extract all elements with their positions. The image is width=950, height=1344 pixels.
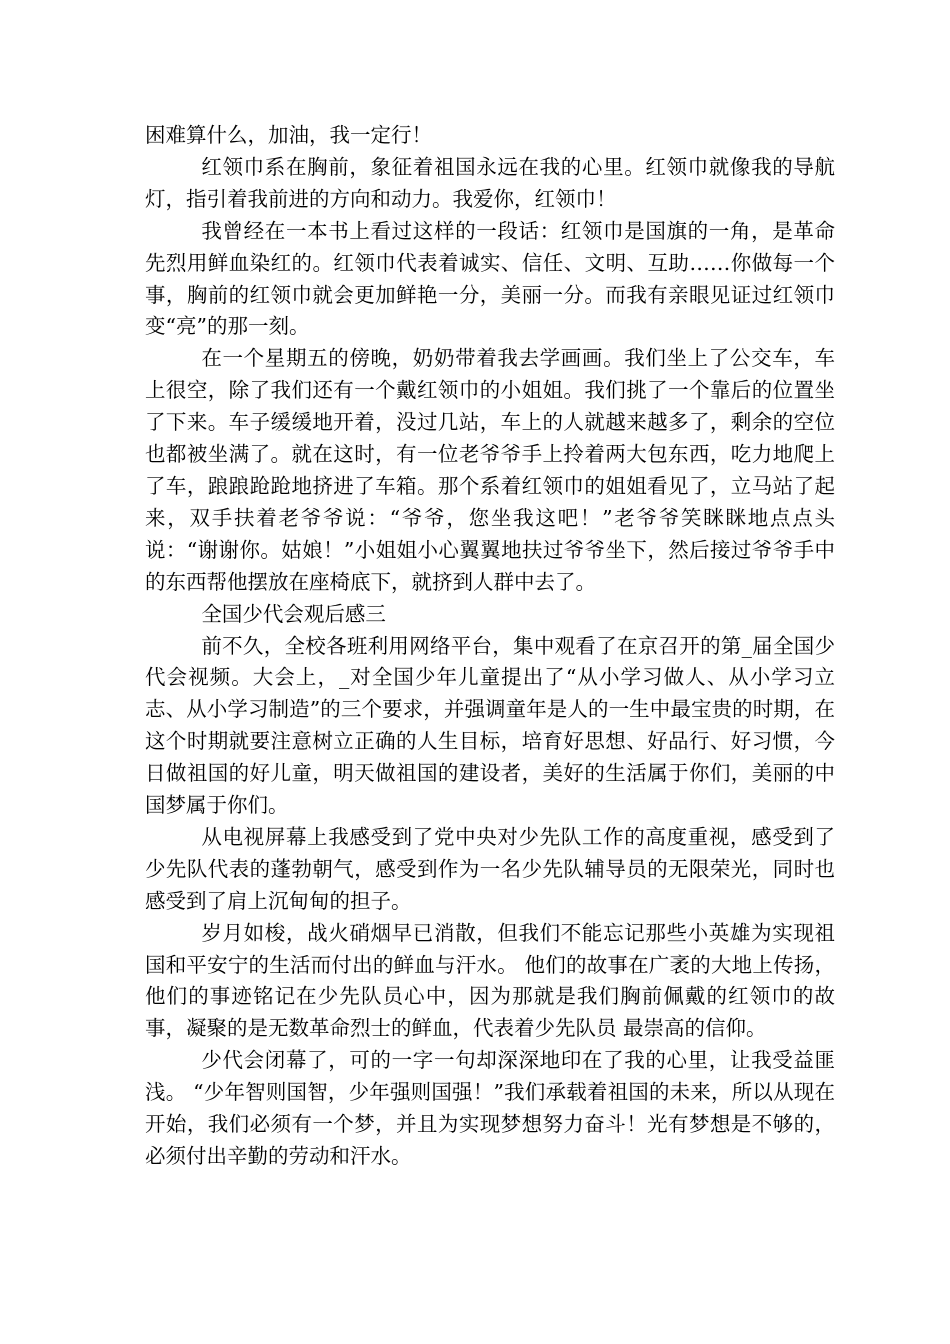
paragraph-4: 在一个星期五的傍晚，奶奶带着我去学画画。我们坐上了公交车，车上很空，除了我们还有一个戴红领巾的小姐姐。我们挑了一个靠后的位置坐了下来。车子缓缓地开着，没过几站，车上的人就越来越多了，剩余的空位也都被坐满了。就在这时，有一位老爷爷手上拎着两大包东西，吃力地爬上了车，踉踉跄跄地挤进了车箱。那个系着红领巾的姐姐看见了，立马站了起来，双手扶着老爷爷说：“爷爷，您坐我这吧！”老爷爷笑眯眯地点点头说：“谢谢你。姑娘！”小姐姐小心翼翼地扶过爷爷坐下，然后接过爷爷手中的东西帮他摆放在座椅底下，就挤到人群中去了。 [145,346,835,594]
paragraph-3: 我曾经在一本书上看过这样的一段话：红领巾是国旗的一角，是革命先烈用鲜血染红的。红领巾代表着诚实、信任、文明、互助……你做每一个事，胸前的红领巾就会更加鲜艳一分，美丽一分。而我有亲眼见证过红领巾变“亮”的那一刻。 [145,218,835,339]
paragraph-8: 少代会闭幕了，可的一字一句却深深地印在了我的心里，让我受益匪浅。 “少年智则国智，少年强则国强！”我们承载着祖国的未来，所以从现在开始，我们必须有一个梦，并且为实现梦想努力奋斗！光有梦想是不够的，必须付出辛勤的劳动和汗水。 [145,1048,835,1168]
document-body [145,120,835,1173]
paragraph-2: 红领巾系在胸前，象征着祖国永远在我的心里。红领巾就像我的导航灯，指引着我前进的方向和动力。我爱你，红领巾！ [145,154,835,211]
paragraph-1: 困难算什么，加油，我一定行！ [145,123,432,147]
paragraph-6: 从电视屏幕上我感受到了党中央对少先队工作的高度重视，感受到了少先队代表的蓬勃朝气，感受到作为一名少先队辅导员的无限荣光，同时也感受到了肩上沉甸甸的担子。 [145,824,835,913]
section-title: 全国少代会观后感三 [201,601,386,626]
paragraph-7: 岁月如梭，战火硝烟早已消散，但我们不能忘记那些小英雄为实现祖国和平安宁的生活而付出的鲜血与汗水。 他们的故事在广袤的大地上传扬，他们的事迹铭记在少先队员心中，因为那就是我们胸前佩戴的红领巾的故事，凝聚的是无数革命烈士的鲜血，代表着少先队员 最崇高的信仰。 [145,920,835,1041]
paragraph-5: 前不久，全校各班利用网络平台，集中观看了在京召开的第_届全国少代会视频。大会上，_对全国少年儿童提出了“从小学习做人、从小学习立志、从小学习制造”的三个要求，并强调童年是人的一生中最宝贵的时期，在这个时期就要注意树立正确的人生目标，培育好思想、好品行、好习惯，今日做祖国的好儿童，明天做祖国的建设者，美好的生活属于你们，美丽的中国梦属于你们。 [145,633,835,818]
